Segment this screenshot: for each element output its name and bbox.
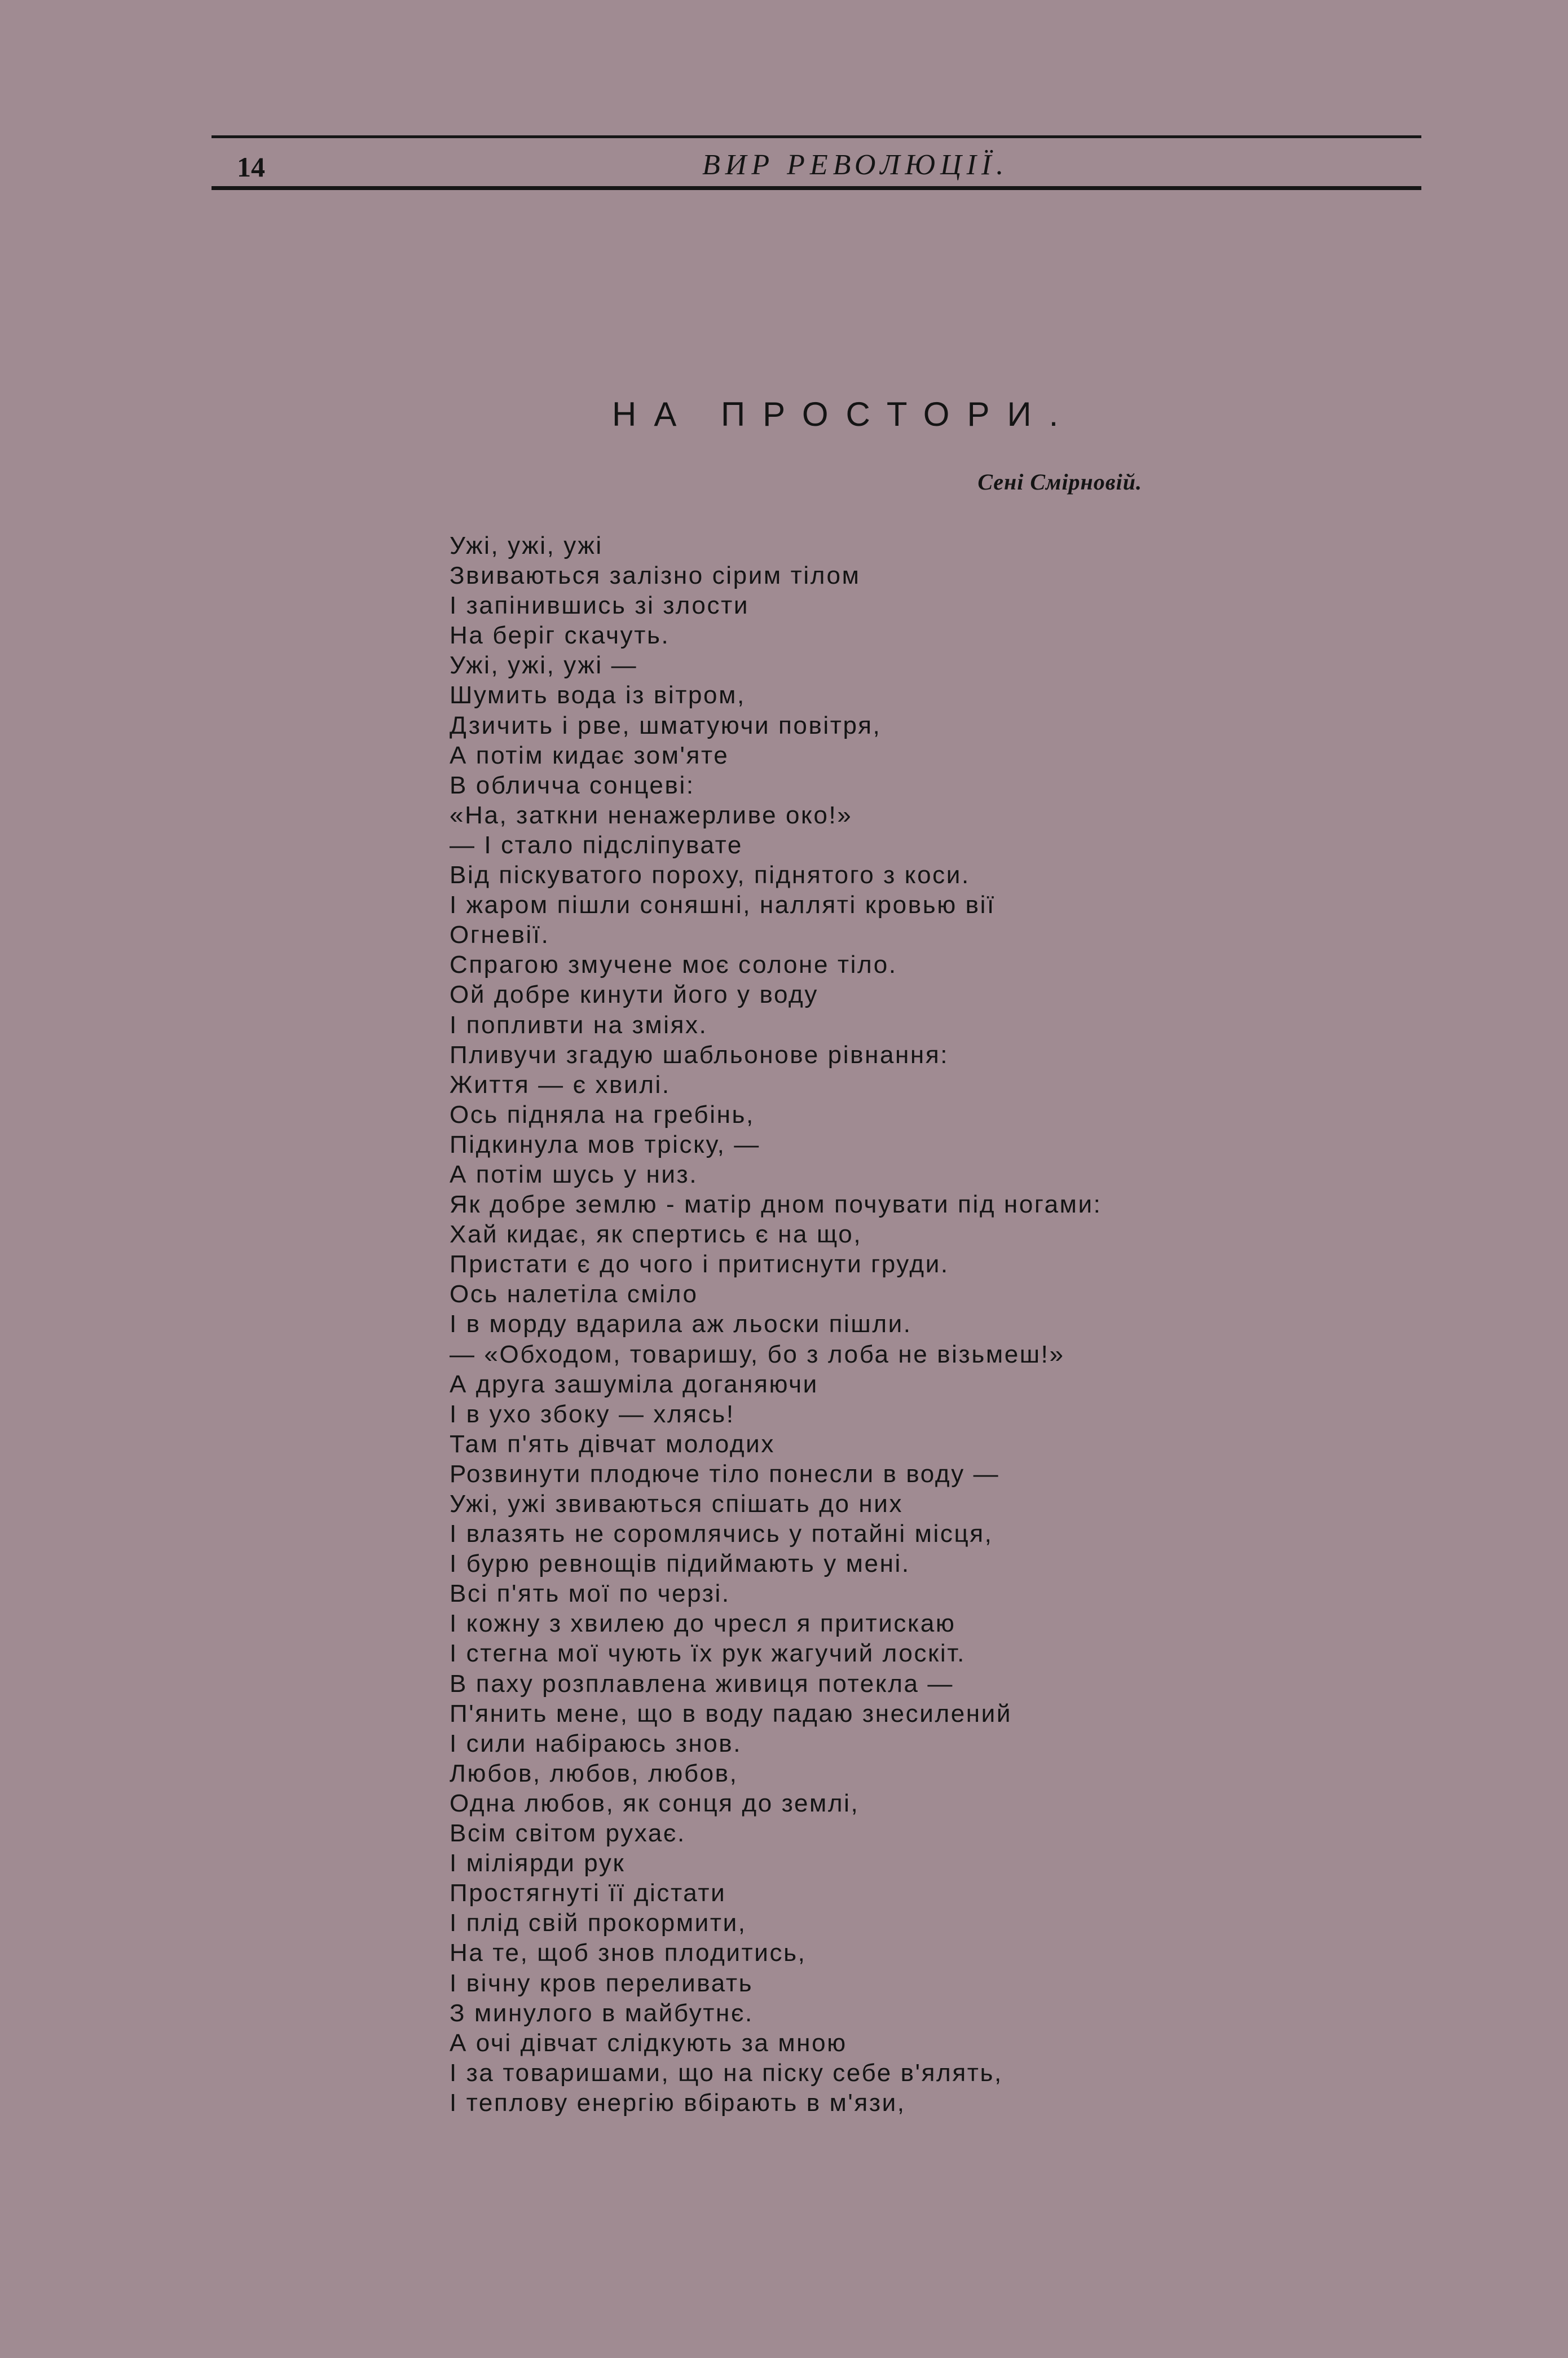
poem-line: Шумить вода із вітром, xyxy=(450,681,746,709)
header-rule-bottom xyxy=(212,186,1421,190)
poem-line: Ось налетіла сміло xyxy=(450,1280,698,1308)
poem-line: Ужі, ужі, ужі — xyxy=(450,651,638,680)
poem-line: Одна любов, як сонця до землі, xyxy=(450,1789,860,1817)
poem-line: Там п'ять дівчат молодих xyxy=(450,1430,775,1458)
header-rule-top xyxy=(212,135,1421,138)
poem-line: П'янить мене, що в воду падаю знесилений xyxy=(450,1699,1012,1727)
poem-line: І бурю ревнощів підиймають у мені. xyxy=(450,1550,910,1578)
poem-line: Ой добре кинути його у воду xyxy=(450,981,818,1009)
poem-line: А потім шусь у низ. xyxy=(450,1160,698,1188)
poem-line: І теплову енергію вбірають в м'язи, xyxy=(450,2088,906,2117)
poem-line: І влазять не соромлячись у потайні місця, xyxy=(450,1520,993,1548)
poem-line: Життя — є хвилі. xyxy=(450,1070,671,1099)
poem-line: Ужі, ужі звиваються спішать до них xyxy=(450,1490,904,1518)
poem-line: І жаром пішли соняшні, налляті кровью вії xyxy=(450,891,996,919)
poem-line: Простягнуті її дістати xyxy=(450,1879,726,1907)
poem-line: І в морду вдарила аж льоски пішли. xyxy=(450,1310,912,1338)
poem-line: А очі дівчат слідкують за мною xyxy=(450,2029,847,2057)
page-number: 14 xyxy=(237,151,265,183)
poem-line: Всі п'ять мої по черзі. xyxy=(450,1580,730,1608)
poem-line: І плід свій прокормити, xyxy=(450,1909,747,1937)
poem-line: В паху розплавлена живиця потекла — xyxy=(450,1669,954,1698)
poem-line: Любов, любов, любов, xyxy=(450,1759,738,1787)
poem-line: Як добре землю - матір дном почувати під ногами: xyxy=(450,1191,1102,1219)
poem-line: Ужі, ужі, ужі xyxy=(450,532,603,559)
poem-line: На те, щоб знов плодитись, xyxy=(450,1939,807,1967)
poem-line: Огневії. xyxy=(450,921,550,949)
poem-line: І за товаришами, що на піску себе в'ялять, xyxy=(450,2059,1003,2087)
poem-line: На беріг скачуть. xyxy=(450,622,670,650)
poem-line: Пристати є до чого і притиснути груди. xyxy=(450,1250,949,1279)
poem-line: Пливучи згадую шабльонове рівнання: xyxy=(450,1041,949,1069)
poem-line: І запінившись зі злости xyxy=(450,592,749,620)
poem-line: І стегна мої чують їх рук жагучий лоскіт. xyxy=(450,1639,966,1668)
poem-line: Дзичить і рве, шматуючи повітря, xyxy=(450,711,882,739)
poem-line: Ось підняла на гребінь, xyxy=(450,1100,755,1129)
poem-line: Спрагою змучене моє солоне тіло. xyxy=(450,951,897,979)
poem-line: І кожну з хвилею до чресл я притискаю xyxy=(450,1610,956,1638)
poem-line: Підкинула мов тріску, — xyxy=(450,1130,760,1158)
poem-line: Всім світом рухає. xyxy=(450,1819,686,1848)
poem-line: — «Обходом, товаришу, бо з лоба не візьмеш!» xyxy=(450,1340,1065,1368)
poem-body xyxy=(450,531,1102,2118)
poem-line: І сили набіраюсь знов. xyxy=(450,1729,742,1757)
poem-title: НА ПРОСТОРИ. xyxy=(612,395,1076,433)
poem-line: І в ухо збоку — хлясь! xyxy=(450,1400,735,1428)
poem-line: В обличча сонцеві: xyxy=(450,771,695,799)
poem-line: Розвинути плодюче тіло понесли в воду — xyxy=(450,1460,1000,1488)
poem-dedication: Сені Смірновій. xyxy=(977,469,1142,495)
poem-line: Від піскуватого пороху, піднятого з коси. xyxy=(450,861,970,889)
poem-line: І міліярди рук xyxy=(450,1849,626,1877)
poem-line: — І стало підсліпувате xyxy=(450,831,743,859)
poem-line: А потім кидає зом'яте xyxy=(450,741,729,769)
running-title: ВИР РЕВОЛЮЦІЇ. xyxy=(702,149,1009,181)
poem-line: З минулого в майбутнє. xyxy=(450,1999,754,2027)
poem-line: А друга зашуміла доганяючи xyxy=(450,1370,818,1398)
poem-line: І вічну кров переливать xyxy=(450,1969,754,1997)
poem-line: «На, заткни ненажерливе око!» xyxy=(450,801,853,829)
poem-line: Звиваються залізно сірим тілом xyxy=(450,562,861,590)
poem-line: І попливти на зміях. xyxy=(450,1011,708,1039)
poem-line: Хай кидає, як спертись є на що, xyxy=(450,1220,862,1249)
